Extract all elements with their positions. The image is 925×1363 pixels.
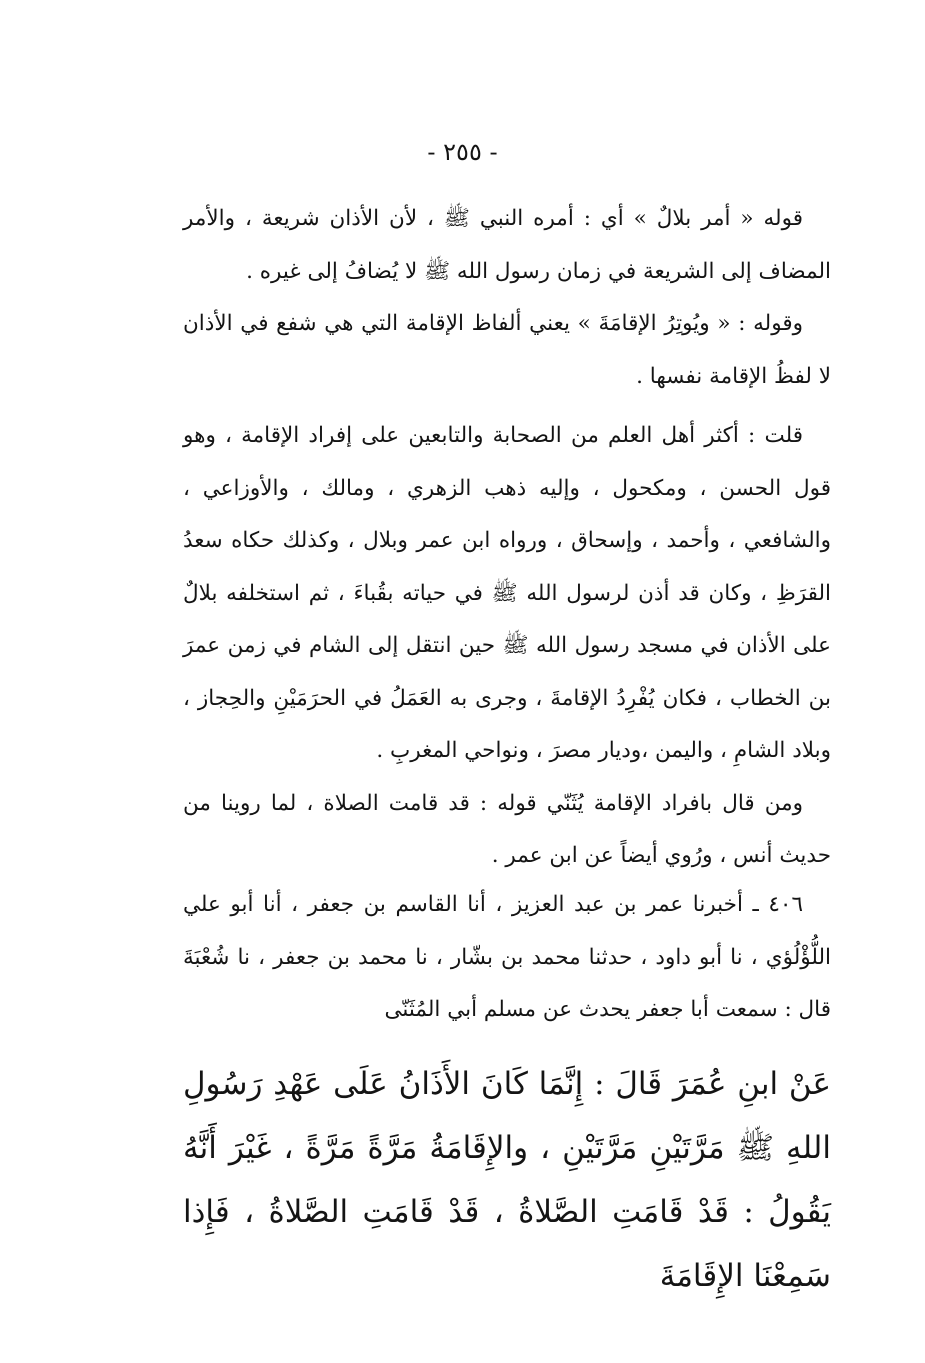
matn-paragraph: عَنْ ابنِ عُمَرَ قَالَ : إِنَّمَا كَانَ الأَذَانُ عَلَى عَهْدِ رَسُولِ اللهِ ﷺ مَرَّتَيْنِ مَرَّتَيْنِ ، والإِقَامَةُ مَرَّةً مَرَّةً ، غَيْرَ أَنَّهُ يَقُولُ : قَدْ قَامَتِ الصَّلاةُ ، قَدْ قَامَتِ الصَّلاةُ ، فَإِذا سَمِعْنَا الإِقَامَةَ	[183, 1066, 831, 1294]
athar-block	[183, 410, 831, 883]
page-number: - ٢٥٥ -	[427, 138, 498, 166]
isnad-block	[183, 879, 831, 1037]
athar-paragraph: ومن قال بافراد الإقامة يُثَنّي قوله : قد قامت الصلاة ، لما روينا من حديث أنس ، ورُوي أيضاً عن ابن عمر .	[183, 790, 831, 868]
commentary-paragraph: وقوله : « ويُوتِرُ الإقامَةَ » يعني ألفاظ الإقامة التي هي شفع في الأذان لا لفظُ الإقامة نفسها .	[183, 311, 831, 389]
hadith-matn	[183, 1052, 831, 1308]
athar-paragraph: قلت : أكثر أهل العلم من الصحابة والتابعين على إفراد الإقامة ، وهو قول الحسن ، ومكحول ، وإليه ذهب الزهري ، ومالك ، والأوزاعي ، والشافعي ، وأحمد ، وإسحاق ، ورواه ابن عمر وبلال ، وكذلك حكاه سعدُ القرَظِ ، وكان قد أذن لرسول الله ﷺ في حياته بقُباءَ ، ثم استخلفه بلالٌ على الأذان في مسجد رسول الله ﷺ حين انتقل إلى الشام في زمن عمرَ بن الخطاب ، فكان يُفْرِدُ الإقامةَ ، وجرى به العَمَلُ في الحرَمَيْنِ والحِجاز ، وبلاد الشامِ ، واليمن ،وديار مصرَ ، ونواحي المغربِ .	[183, 423, 831, 763]
commentary-block	[183, 193, 831, 403]
isnad-paragraph: ٤٠٦ ـ أخبرنا عمر بن عبد العزيز ، أنا القاسم بن جعفر ، أنا أبو علي اللُّؤْلُؤي ، نا أبو داود ، حدثنا محمد بن بشّار ، نا محمد بن جعفر ، نا شُعْبَةَ قال : سمعت أبا جعفر يحدث عن مسلم أبي المُثَنّى	[183, 892, 831, 1022]
commentary-paragraph: قوله « أمر بلالٌ » أي : أمره النبي ﷺ ، لأن الأذان شريعة ، والأمر المضاف إلى الشريعة في زمان رسول الله ﷺ لا يُضافُ إلى غيره .	[183, 206, 831, 284]
